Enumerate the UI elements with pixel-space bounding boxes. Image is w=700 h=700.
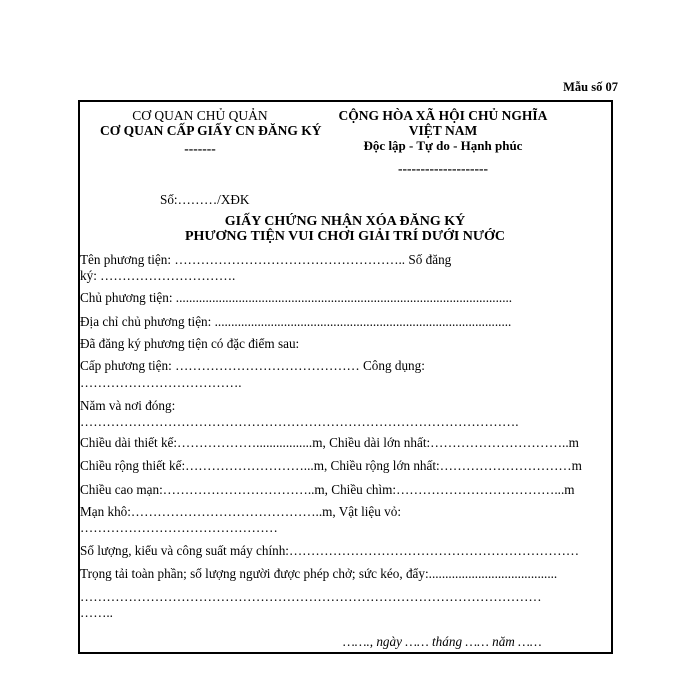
field-length: Chiều dài thiết kế:……………….................m, Chiều dài lớn nhất:…………………………..m xyxy=(80,435,579,450)
title-line2: PHƯƠNG TIỆN VUI CHƠI GIẢI TRÍ DƯỚI NƯỚC xyxy=(184,229,506,244)
right-divider: -------------------- xyxy=(398,161,488,176)
nation-line2: VIỆT NAM xyxy=(408,123,478,138)
left-divider: ------- xyxy=(184,141,216,156)
header-right xyxy=(338,108,548,176)
issuing-agency: CƠ QUAN CẤP GIẤY CN ĐĂNG KÝ xyxy=(100,123,322,138)
motto: Độc lập - Tự do - Hạnh phúc xyxy=(363,138,523,153)
document-number: Số:………/XĐK xyxy=(160,192,250,207)
date-line: ……., ngày …… tháng …… năm …… xyxy=(343,634,542,649)
field-year-place-value: ………………………………………………………………………………………. xyxy=(80,414,519,429)
field-capacity: Trọng tải toàn phần; số lượng người được phép chở; sức kéo, đẩy:....................................... xyxy=(80,566,558,581)
field-registered-with: Đã đăng ký phương tiện có đặc điểm sau: xyxy=(80,336,300,351)
form-number: Mẫu số 07 xyxy=(563,80,618,94)
field-owner: Chủ phương tiện: ...................................................................................................... xyxy=(80,290,513,305)
field-vehicle-name: Tên phương tiện: …………………………………………….. Số đăng xyxy=(80,252,452,267)
field-owner-address: Địa chỉ chủ phương tiện: .......................................................................................... xyxy=(80,314,512,329)
document-title xyxy=(150,214,540,244)
agency-parent: CƠ QUAN CHỦ QUẢN xyxy=(132,108,268,123)
field-depth-draft: Chiều cao mạn:……………………………..m, Chiều chìm:………………………………...m xyxy=(80,482,575,497)
field-vehicle-usage: ………………………………. xyxy=(80,375,242,390)
field-blank-line: …………………………………………………………………………………………… xyxy=(80,589,542,604)
field-registration-number: ký: …………………………. xyxy=(80,268,236,283)
field-engine: Số lượng, kiểu và công suất máy chính:………………………………………………………… xyxy=(80,543,580,558)
field-vehicle-grade: Cấp phương tiện: …………………………………… Công dụng: xyxy=(80,358,425,373)
field-blank-line-end: …….. xyxy=(80,605,113,620)
header-left xyxy=(100,108,322,156)
nation-line1: CỘNG HÒA XÃ HỘI CHỦ NGHĨA xyxy=(338,108,548,123)
field-year-place: Năm và nơi đóng: xyxy=(80,398,176,413)
field-width: Chiều rộng thiết kế:………………………...m, Chiều rộng lớn nhất:…………………………m xyxy=(80,458,582,473)
field-freeboard: Mạn khô:……………………………………..m, Vật liệu vỏ: xyxy=(80,504,402,519)
field-hull-material: ……………………………………… xyxy=(80,520,278,535)
title-line1: GIẤY CHỨNG NHẬN XÓA ĐĂNG KÝ xyxy=(224,214,466,229)
